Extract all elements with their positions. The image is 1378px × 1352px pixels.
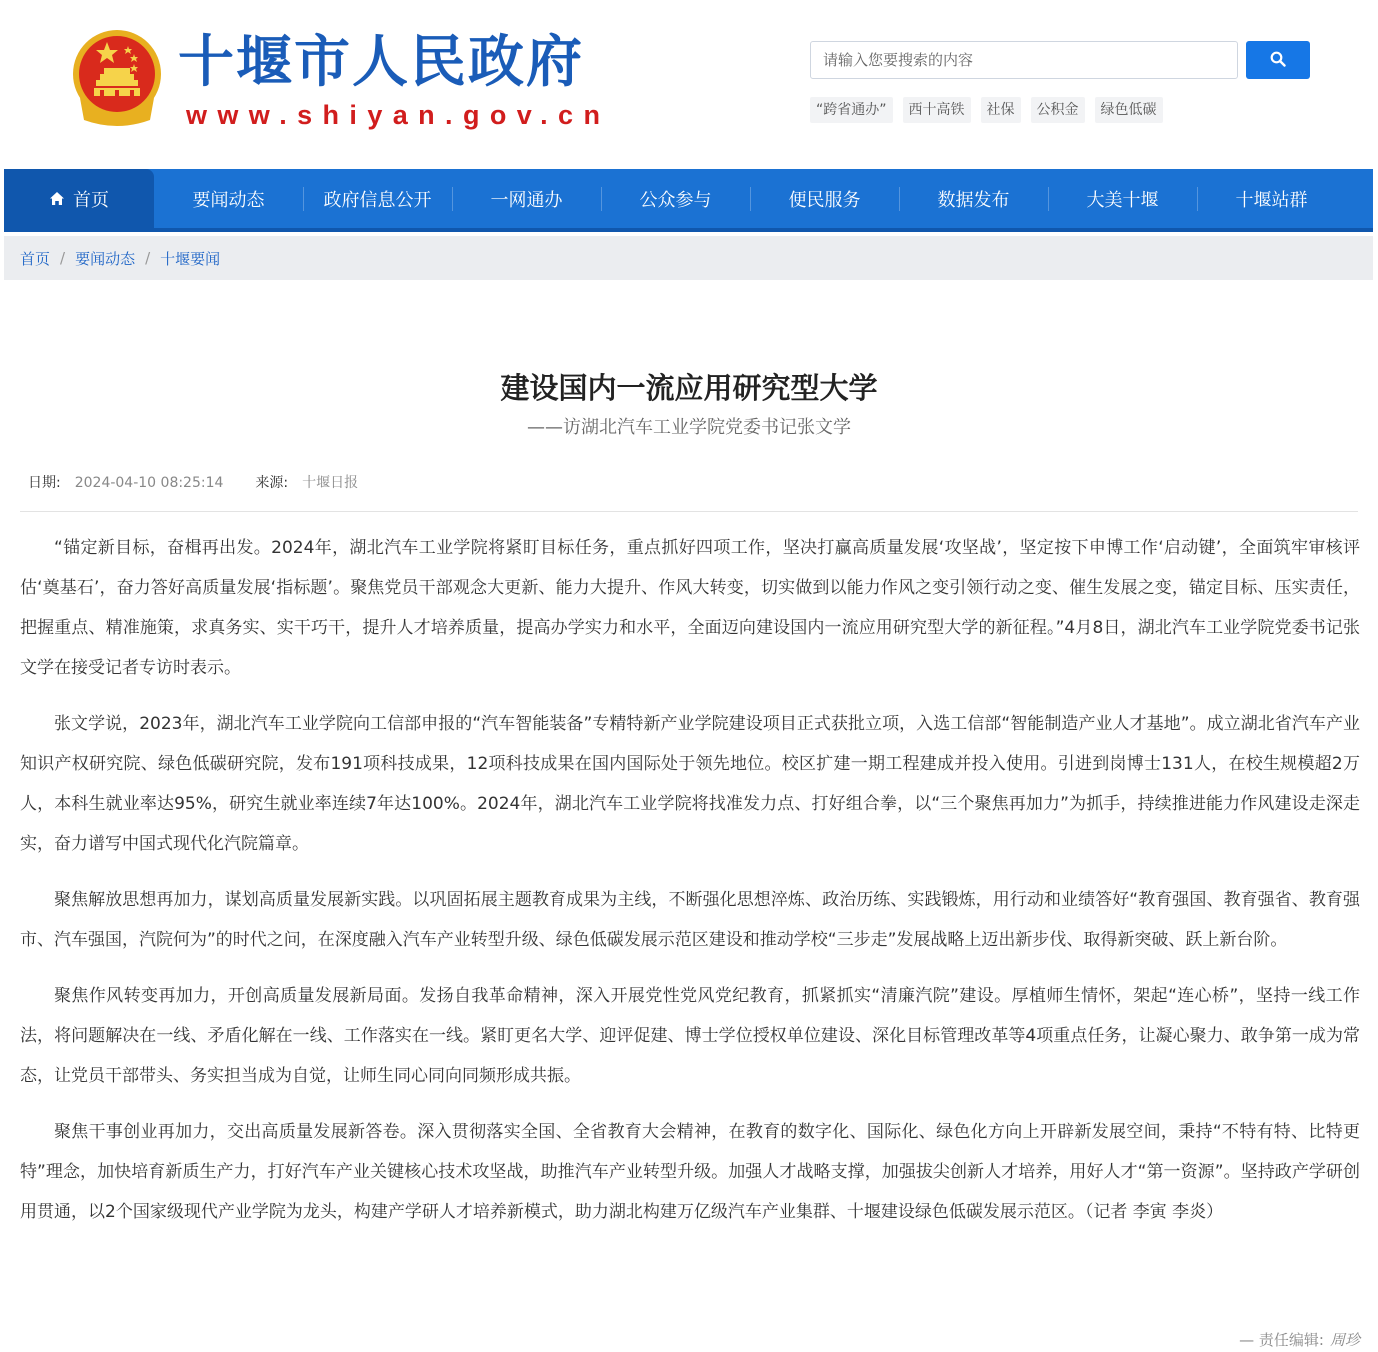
home-icon [49,191,65,206]
breadcrumb-separator: / [60,249,66,267]
editor-name: 周珍 [1329,1331,1360,1349]
article-paragraph: “锚定新目标，奋楫再出发。2024年，湖北汽车工业学院将紧盯目标任务，重点抓好四项工作，坚决打赢高质量发展‘攻坚战’，坚定按下申博工作‘启动键’，全面筑牢审核评估‘奠基石’，奋力答好高质量发展‘指标题’。聚焦党员干部观念大更新、能力大提升、作风大转变，切实做到以能力作风之变引领行动之变、催生发展之变，锚定目标、压实责任，把握重点、精准施策，求真务实、实干巧干，提升人才培养质量，提高办学实力和水平，全面迈向建设国内一流应用研究型大学的新征程。”4月8日，湖北汽车工业学院党委书记张文学在接受记者专访时表示。 [20,538,1360,678]
search-icon [1270,51,1286,70]
article-paragraph: 聚焦干事创业再加力，交出高质量发展新答卷。深入贯彻落实全国、全省教育大会精神，在教育的数字化、国际化、绿色化方向上开辟新发展空间，秉持“不特有特、比特更特”理念，加快培育新质生产力，打好汽车产业关键核心技术攻坚战，助推汽车产业转型升级。加强人才战略支撑，加强拔尖创新人才培养，用好人才“第一资源”。坚持政产学研创用贯通，以2个国家级现代产业学院为龙头，构建产学研人才培养新模式，助力湖北构建万亿级汽车产业集群、十堰建设绿色低碳发展示范区。（记者 李寅 李炎） [20,1122,1360,1222]
site-title[interactable]: 十堰市人民政府 [178,29,584,95]
breadcrumb-separator: / [145,249,151,267]
nav-item-site-group[interactable]: 十堰站群 [1197,169,1346,228]
hot-search-links [810,97,1163,123]
search-button[interactable] [1246,41,1310,79]
breadcrumb-shiyan-news[interactable]: 十堰要闻 [160,249,221,268]
hot-link-xishi-railway[interactable]: 西十高铁 [903,97,971,123]
site-url[interactable]: www.shiyan.gov.cn [186,100,611,130]
article-paragraph: 聚焦作风转变再加力，开创高质量发展新局面。发扬自我革命精神，深入开展党性党风党纪教育，抓紧抓实“清廉汽院”建设。厚植师生情怀，架起“连心桥”，坚持一线工作法，将问题解决在一线、矛盾化解在一线、工作落实在一线。紧盯更名大学、迎评促建、博士学位授权单位建设、深化目标管理改革等4项重点任务，让凝心聚力、敢争第一成为常态，让党员干部带头、务实担当成为自觉，让师生同心同向同频形成共振。 [20,986,1360,1086]
main-nav [4,169,1373,232]
hot-link-cross-province[interactable]: “跨省通办” [810,97,893,123]
source-label: 来源: [255,475,289,491]
search-box [810,41,1238,79]
nav-item-info-disclosure[interactable]: 政府信息公开 [303,169,452,228]
nav-item-home[interactable] [4,169,154,228]
article-date [28,472,223,494]
national-emblem-icon[interactable] [70,28,164,126]
search-input[interactable] [811,42,1237,78]
breadcrumb [4,236,1373,280]
article-body [20,528,1360,1248]
nav-item-beautiful-shiyan[interactable]: 大美十堰 [1048,169,1197,228]
breadcrumb-news[interactable]: 要闻动态 [75,249,136,268]
meta-divider [20,511,1358,512]
nav-item-online-services[interactable]: 一网通办 [452,169,601,228]
nav-item-public-participation[interactable]: 公众参与 [601,169,750,228]
responsible-editor [1239,1328,1360,1352]
article-source [255,472,358,494]
nav-item-label: 首页 [73,189,109,211]
hot-link-social-security[interactable]: 社保 [981,97,1021,123]
nav-item-convenience-services[interactable]: 便民服务 [750,169,899,228]
article-title: 建设国内一流应用研究型大学 [500,371,878,405]
hot-link-green-low-carbon[interactable]: 绿色低碳 [1095,97,1163,123]
article-paragraph: 聚焦解放思想再加力，谋划高质量发展新实践。以巩固拓展主题教育成果为主线，不断强化思想淬炼、政治历练、实践锻炼，用行动和业绩答好“教育强国、教育强省、教育强市、汽车强国，汽院何为”的时代之问，在深度融入汽车产业转型升级、绿色低碳发展示范区建设和推动学校“三步走”发展战略上迈出新步伐、取得新突破、跃上新台阶。 [20,890,1360,950]
hot-link-housing-fund[interactable]: 公积金 [1031,97,1085,123]
article-meta [28,472,358,494]
date-label: 日期: [28,475,61,491]
editor-label: — 责任编辑: [1239,1331,1324,1349]
date-value: 2024-04-10 08:25:14 [74,475,224,491]
article-paragraph: 张文学说，2023年，湖北汽车工业学院向工信部申报的“汽车智能装备”专精特新产业学院建设项目正式获批立项，入选工信部“智能制造产业人才基地”。成立湖北省汽车产业知识产权研究院、绿色低碳研究院，发布191项科技成果，12项科技成果在国内国际处于领先地位。校区扩建一期工程建成并投入使用。引进到岗博士131人，在校生规模超2万人，本科生就业率达95%，研究生就业率连续7年达100%。2024年，湖北汽车工业学院将找准发力点、打好组合拳，以“三个聚焦再加力”为抓手，持续推进能力作风建设走深走实，奋力谱写中国式现代化汽院篇章。 [20,714,1360,854]
nav-item-news[interactable]: 要闻动态 [192,189,265,211]
source-value: 十堰日报 [302,475,359,491]
nav-item-data-release[interactable]: 数据发布 [899,169,1048,228]
site-header [0,0,1378,168]
article-subtitle: ——访湖北汽车工业学院党委书记张文学 [527,417,851,438]
breadcrumb-home[interactable]: 首页 [20,249,51,268]
